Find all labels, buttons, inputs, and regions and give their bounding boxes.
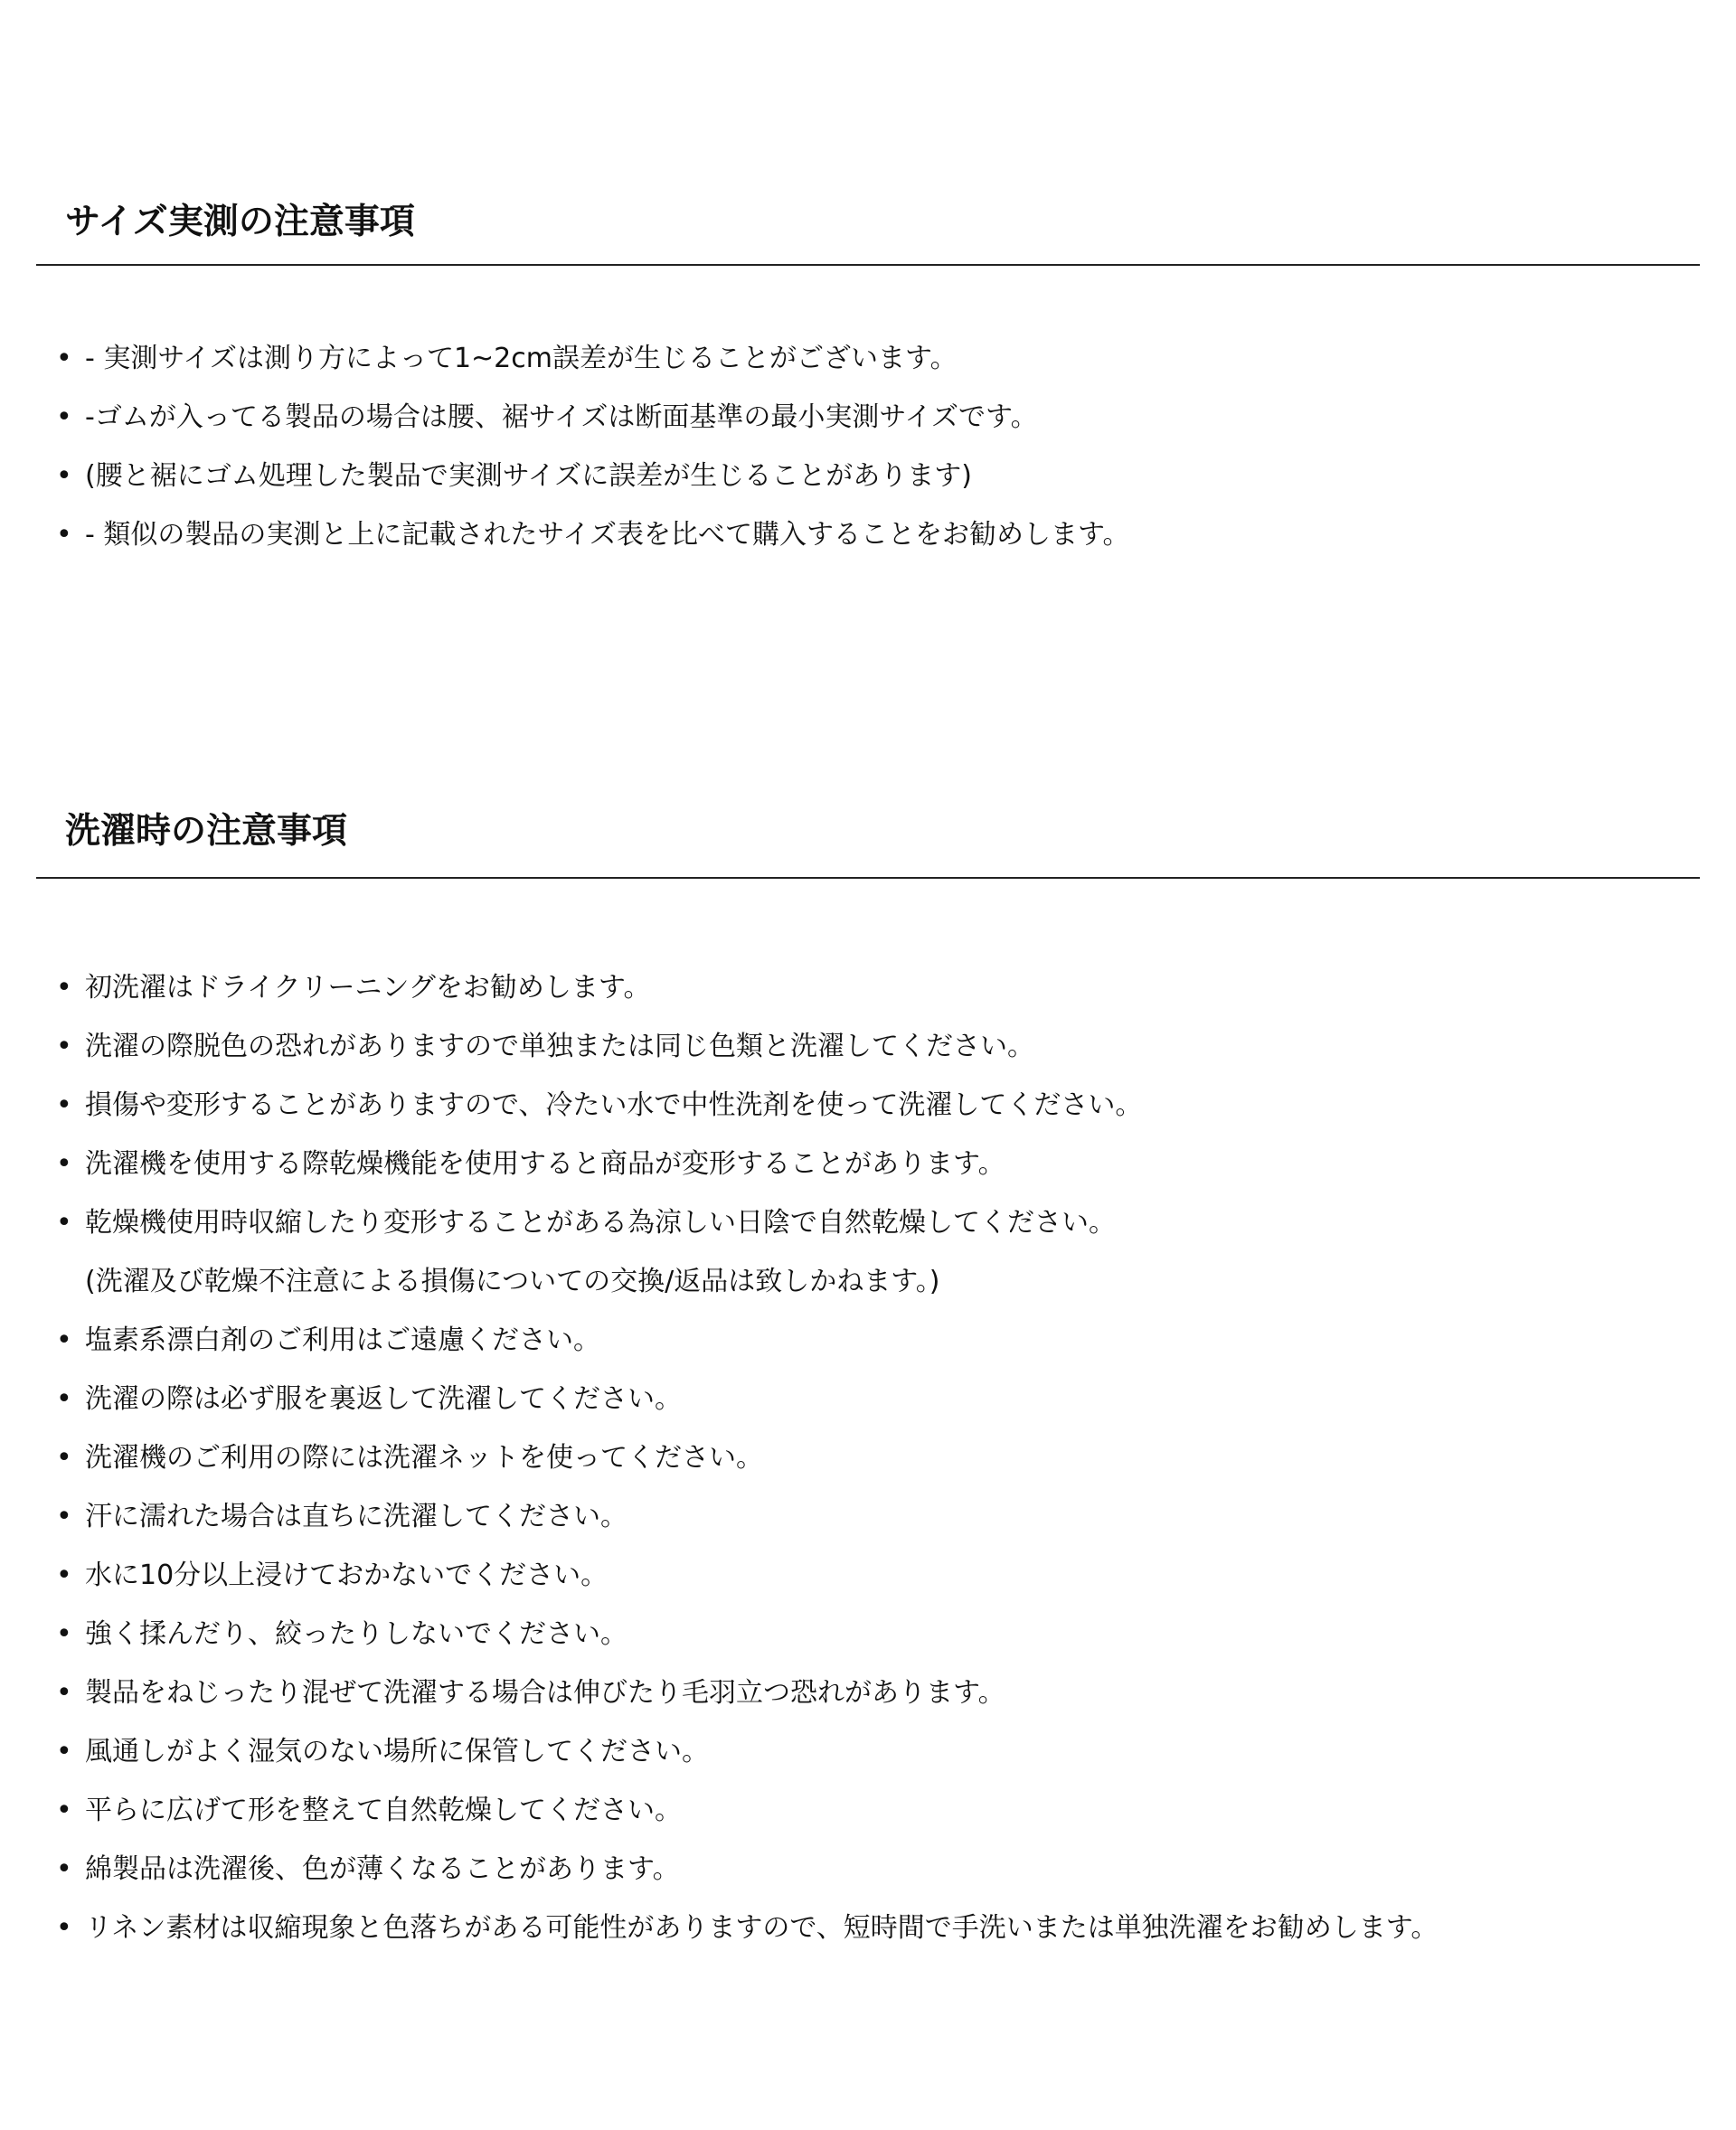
bullet-icon: • [56, 1383, 72, 1415]
note-text: 平らに広げて形を整えて自然乾燥してください。 [85, 1795, 682, 1826]
bullet-icon: • [56, 1207, 72, 1239]
note-text: 洗濯の際脱色の恐れがありますので単独または同じ色類と洗濯してください。 [85, 1031, 1034, 1062]
note-text: (洗濯及び乾燥不注意による損傷についての交換/返品は致しかねます。) [85, 1266, 940, 1297]
note-text: 初洗濯はドライクリーニングをお勧めします。 [85, 972, 651, 1004]
bullet-icon: • [56, 519, 72, 551]
bullet-icon: • [56, 401, 72, 433]
note-text: 損傷や変形することがありますので、冷たい水で中性洗剤を使って洗濯してください。 [85, 1089, 1143, 1121]
note-text: 洗濯機のご利用の際には洗濯ネットを使ってください。 [85, 1442, 763, 1474]
bullet-icon: • [56, 460, 72, 492]
size-notes-divider [36, 264, 1700, 266]
bullet-icon: • [56, 1324, 72, 1356]
bullet-icon: • [56, 1618, 72, 1650]
note-text: 風通しがよく湿気のない場所に保管してください。 [85, 1736, 709, 1767]
wash-notes-title: 洗濯時の注意事項 [65, 811, 348, 852]
bullet-icon: • [56, 1148, 72, 1180]
bullet-icon: • [56, 1560, 72, 1591]
wash-notes-divider [36, 877, 1700, 879]
bullet-icon: • [56, 1442, 72, 1474]
note-text: -ゴムが入ってる製品の場合は腰、裾サイズは断面基準の最小実測サイズです。 [85, 401, 1038, 433]
bullet-icon: • [56, 1853, 72, 1885]
bullet-icon: • [56, 1089, 72, 1121]
bullet-icon: • [56, 1677, 72, 1709]
note-text: 洗濯機を使用する際乾燥機能を使用すると商品が変形することがあります。 [85, 1148, 1005, 1180]
note-text: 乾燥機使用時収縮したり変形することがある為涼しい日陰で自然乾燥してください。 [85, 1207, 1116, 1239]
note-text: リネン素材は収縮現象と色落ちがある可能性がありますので、短時間で手洗いまたは単独洗濯をお勧めします。 [85, 1912, 1439, 1944]
size-notes-title: サイズ実測の注意事項 [65, 202, 415, 242]
note-text: - 実測サイズは測り方によって1~2cm誤差が生じることがございます。 [85, 343, 958, 374]
note-text: 洗濯の際は必ず服を裏返して洗濯してください。 [85, 1383, 682, 1415]
note-text: 塩素系漂白剤のご利用はご遠慮ください。 [85, 1324, 600, 1356]
bullet-icon: • [56, 1736, 72, 1767]
note-text: 強く揉んだり、絞ったりしないでください。 [85, 1618, 627, 1650]
bullet-icon: • [56, 1031, 72, 1062]
bullet-icon: • [56, 343, 72, 374]
note-text: (腰と裾にゴム処理した製品で実測サイズに誤差が生じることがあります) [85, 460, 973, 492]
note-text: 綿製品は洗濯後、色が薄くなることがあります。 [85, 1853, 680, 1885]
note-text: - 類似の製品の実測と上に記載されたサイズ表を比べて購入することをお勧めします。 [85, 519, 1130, 551]
bullet-icon: • [56, 1501, 72, 1532]
bullet-icon: • [56, 972, 72, 1004]
bullet-icon: • [56, 1912, 72, 1944]
note-text: 製品をねじったり混ぜて洗濯する場合は伸びたり毛羽立つ恐れがあります。 [85, 1677, 1005, 1709]
note-text: 水に10分以上浸けておかないでください。 [85, 1560, 609, 1591]
note-text: 汗に濡れた場合は直ちに洗濯してください。 [85, 1501, 627, 1532]
bullet-icon: • [56, 1795, 72, 1826]
